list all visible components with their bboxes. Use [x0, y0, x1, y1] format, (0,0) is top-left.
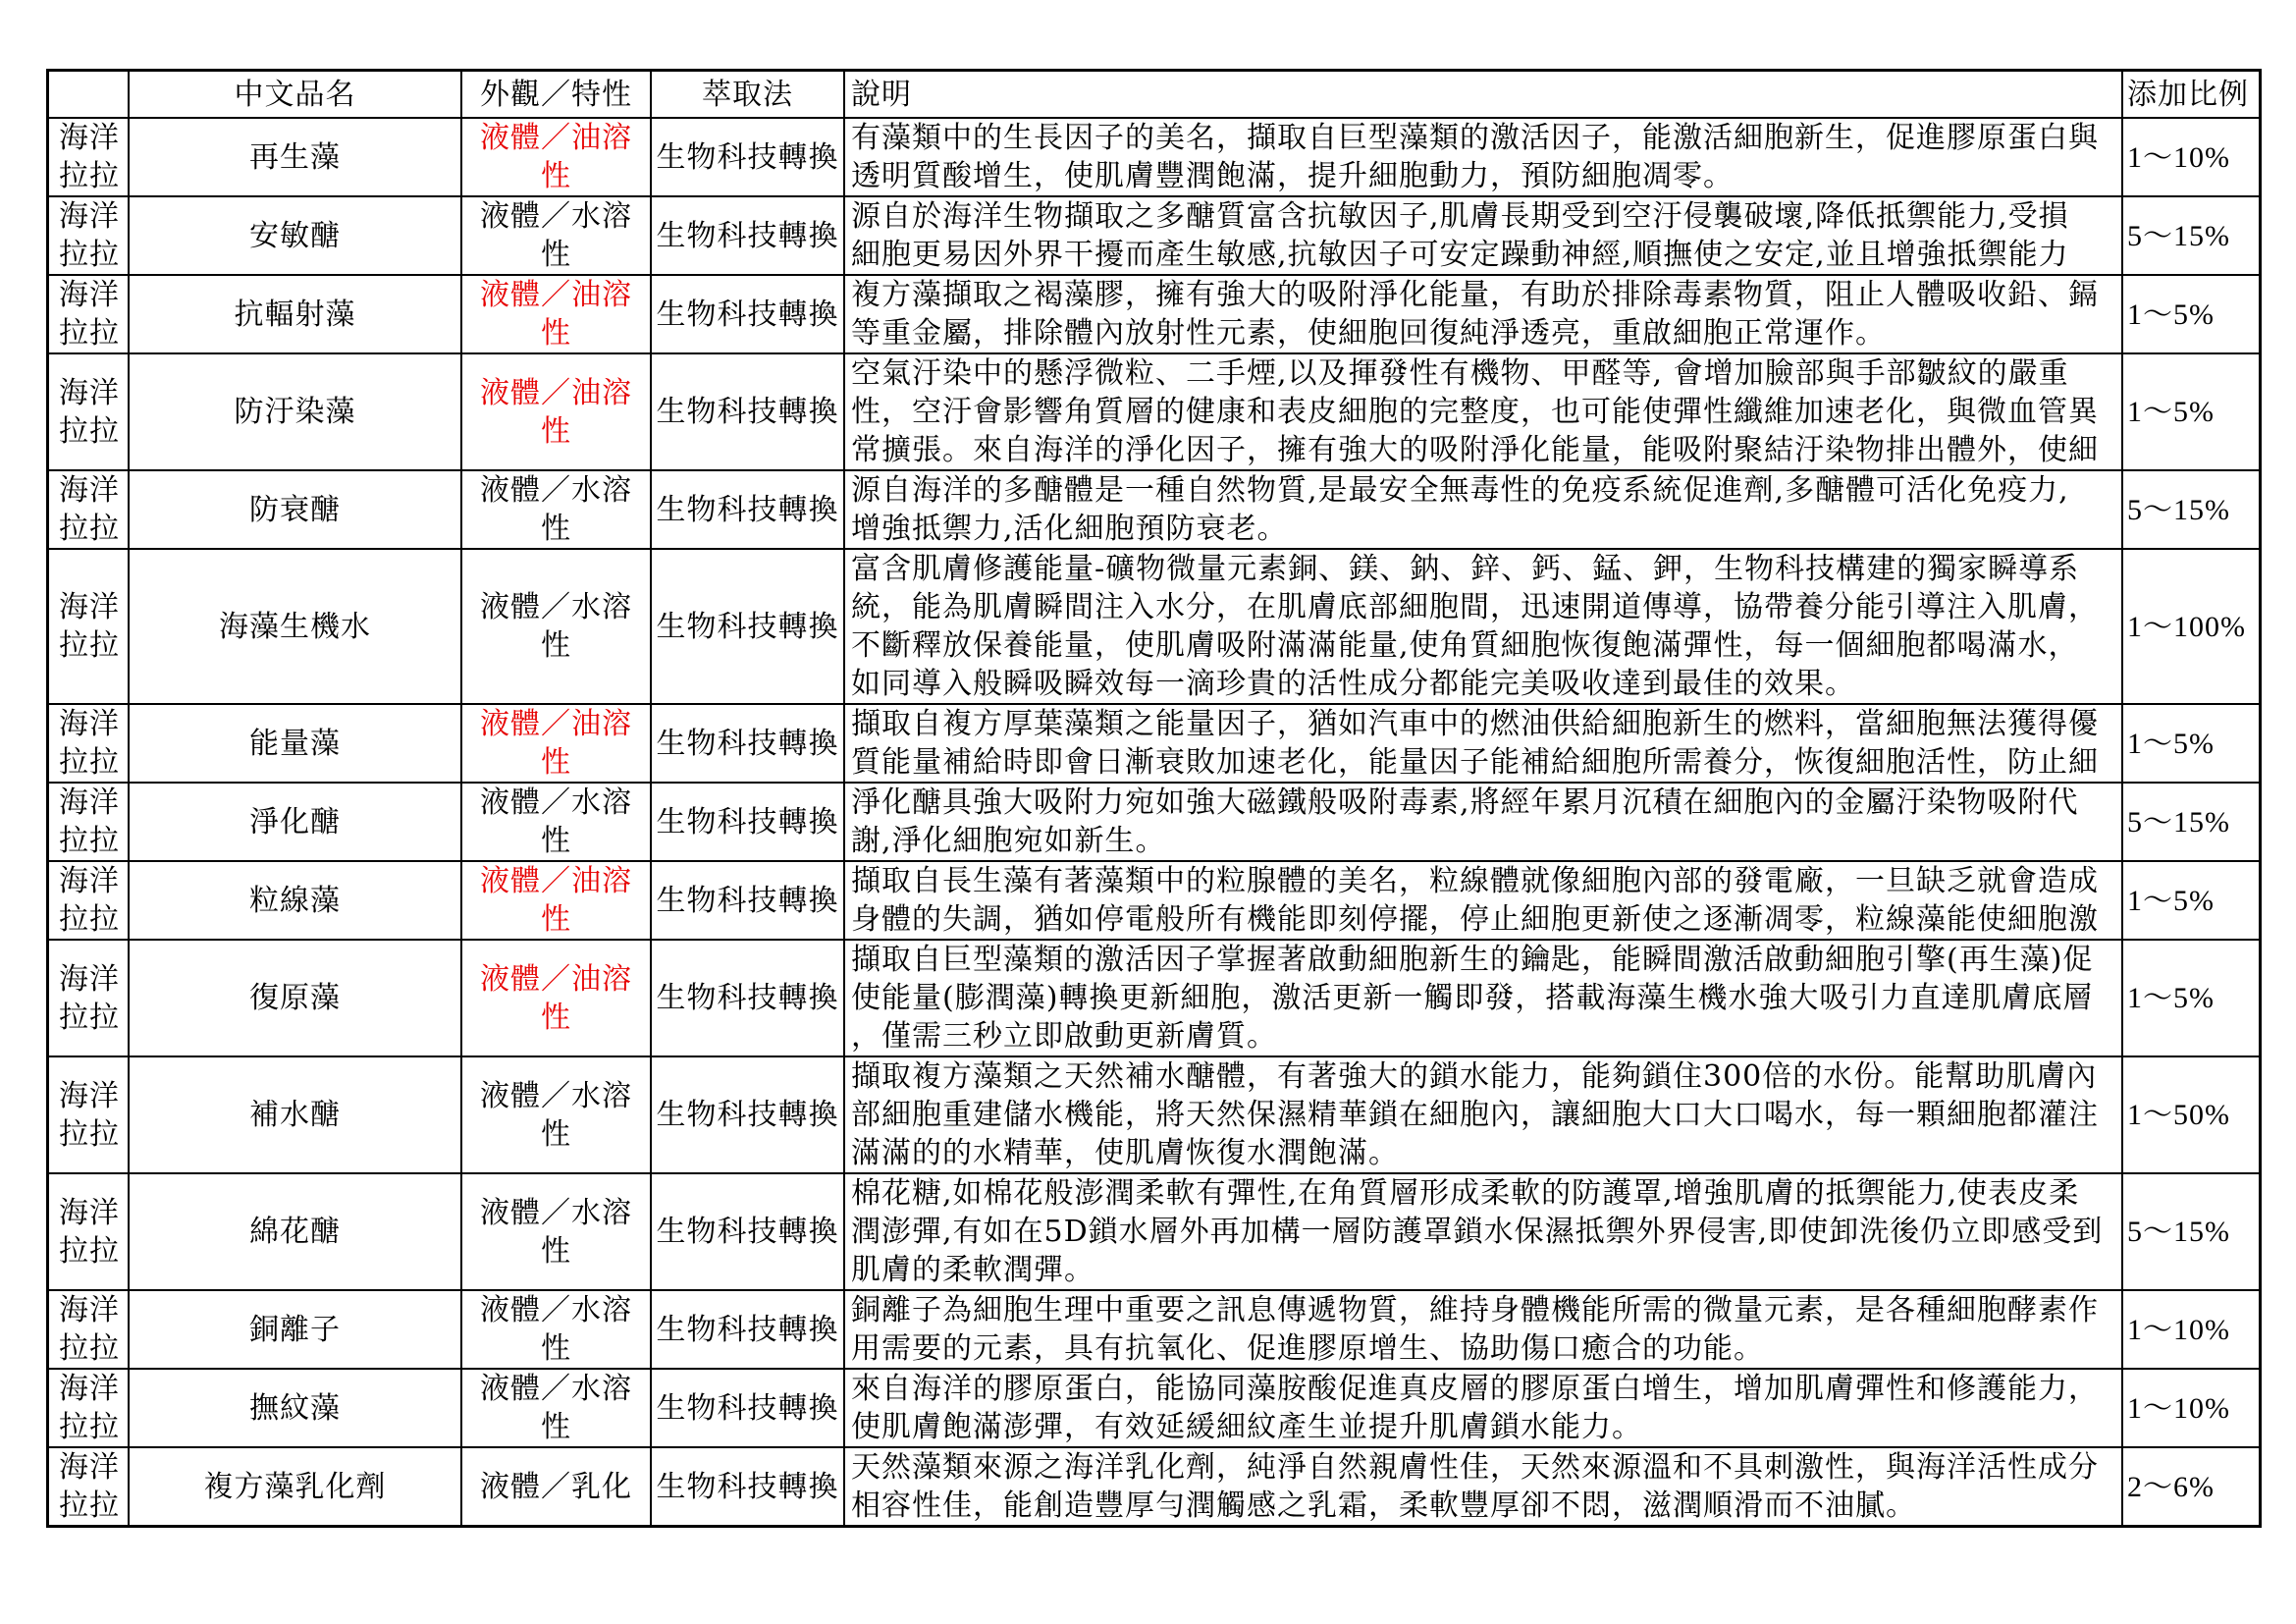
product-name-cell [130, 1174, 460, 1289]
extraction-method: 生物科技轉換 [656, 218, 839, 253]
description-line: 來自海洋的膠原蛋白，能協同藻胺酸促進真皮層的膠原蛋白增生，增加肌膚彈性和修護能力， [851, 1372, 2099, 1406]
brand-label: 海洋拉拉 [59, 1078, 120, 1152]
description-line: 使能量(膨潤藻)轉換更新細胞，激活更新一觸即發，搭載海藻生機水強大吸引力直達肌膚底層 [851, 981, 2094, 1015]
description-line: 棉花糖,如棉花般澎潤柔軟有彈性,在角質層形成柔軟的防護罩,增強肌膚的抵禦能力,使表皮柔 [851, 1176, 2080, 1211]
brand-cell [49, 1291, 128, 1368]
extraction-method-cell [652, 471, 843, 548]
description-text [851, 862, 2121, 939]
product-name-cell [130, 354, 460, 469]
brand-cell [49, 1057, 128, 1172]
description-line: 常擴張。來自海洋的淨化因子，擁有強大的吸附淨化能量，能吸附聚結汙染物排出體外，使細 [851, 433, 2099, 467]
appearance-cell [462, 197, 650, 274]
description-line: 有藻類中的生長因子的美名，擷取自巨型藻類的激活因子，能激活細胞新生，促進膠原蛋白與 [851, 121, 2099, 155]
description-line: 複方藻擷取之褐藻膠，擁有強大的吸附淨化能量，有助於排除毒素物質，阻止人體吸收鉛、鎘 [851, 278, 2099, 312]
product-name-cell [130, 1057, 460, 1172]
appearance-cell [462, 119, 650, 195]
description-line: 相容性佳，能創造豐厚勻潤觸感之乳霜，柔軟豐厚卻不悶，滋潤順滑而不油膩。 [851, 1489, 1916, 1523]
extraction-method: 生物科技轉換 [656, 804, 839, 839]
description-line: 不斷釋放保養能量，使肌膚吸附滿滿能量,使角質細胞恢復飽滿彈性，每一個細胞都喝滿水， [851, 628, 2079, 663]
appearance-label: 液體／水溶性 [480, 590, 632, 663]
extraction-method: 生物科技轉換 [656, 1390, 839, 1426]
description-cell [845, 1174, 2121, 1289]
addition-ratio: 5～15% [2127, 1216, 2230, 1248]
appearance-label: 液體／水溶性 [480, 1293, 632, 1366]
brand-label: 海洋拉拉 [59, 1372, 120, 1444]
extraction-method-cell [652, 1057, 843, 1172]
product-name-cell [130, 471, 460, 548]
extraction-method-cell [652, 550, 843, 703]
product-name: 海藻生機水 [219, 609, 371, 644]
extraction-method: 生物科技轉換 [656, 609, 839, 644]
addition-ratio: 1～5% [2127, 396, 2215, 428]
appearance-cell [462, 354, 650, 469]
brand-label: 海洋拉拉 [59, 785, 120, 858]
description-text [851, 550, 2121, 703]
product-name: 防衰醣 [249, 492, 341, 527]
product-name: 防汙染藻 [234, 395, 356, 429]
product-name: 綿花醣 [249, 1215, 341, 1249]
addition-ratio: 1～5% [2127, 982, 2215, 1014]
ratio-cell [2123, 784, 2259, 860]
product-name: 銅離子 [249, 1312, 341, 1347]
product-name: 再生藻 [249, 139, 341, 175]
description-line: ，僅需三秒立即啟動更新膚質。 [851, 1019, 1277, 1054]
description-line: 源自海洋的多醣體是一種自然物質,是最安全無毒性的免疫系統促進劑,多醣體可活化免疫力, [851, 473, 2069, 508]
description-line: 空氣汙染中的懸浮微粒、二手煙,以及揮發性有機物、甲醛等, 會增加臉部與手部皺紋的嚴重 [851, 356, 2069, 391]
brand-label: 海洋拉拉 [59, 1293, 120, 1366]
product-name-cell [130, 1370, 460, 1446]
description-line: 富含肌膚修護能量-礦物微量元素銅、鎂、鈉、鋅、鈣、錳、鉀，生物科技構建的獨家瞬導系 [851, 552, 2080, 586]
header-label-description: 說明 [851, 77, 912, 112]
description-line: 性，空汙會影響角質層的健康和表皮細胞的完整度，也可能使彈性纖維加速老化，與微血管異 [851, 395, 2099, 429]
addition-ratio: 1～5% [2127, 298, 2215, 331]
appearance-cell [462, 1057, 650, 1172]
brand-label: 海洋拉拉 [59, 961, 120, 1035]
description-cell [845, 1448, 2121, 1525]
description-text [851, 1448, 2121, 1525]
brand-cell [49, 471, 128, 548]
brand-cell [49, 862, 128, 939]
extraction-method: 生物科技轉換 [656, 1469, 839, 1504]
product-name-cell [130, 705, 460, 782]
addition-ratio: 1～5% [2127, 727, 2215, 760]
addition-ratio: 5～15% [2127, 805, 2230, 839]
description-line: 如同導入般瞬吸瞬效每一滴珍貴的活性成分都能完美吸收達到最佳的效果。 [851, 667, 1855, 701]
product-name-cell [130, 550, 460, 703]
brand-label: 海洋拉拉 [59, 707, 120, 780]
addition-ratio: 1～100% [2127, 610, 2246, 643]
addition-ratio: 1～50% [2127, 1099, 2230, 1131]
appearance-cell [462, 941, 650, 1056]
description-cell [845, 862, 2121, 939]
description-line: 質能量補給時即會日漸衰敗加速老化，能量因子能補給細胞所需養分，恢復細胞活性，防止細 [851, 745, 2099, 780]
extraction-method: 生物科技轉換 [656, 726, 839, 761]
header-label-name: 中文品名 [234, 77, 356, 112]
description-line: 統，能為肌膚瞬間注入水分，在肌膚底部細胞間，迅速開道傳導，協帶養分能引導注入肌膚， [851, 590, 2099, 624]
extraction-method-cell [652, 784, 843, 860]
appearance-cell [462, 550, 650, 703]
ratio-cell [2123, 1370, 2259, 1446]
description-line: 謝,淨化細胞宛如新生。 [851, 824, 1166, 858]
brand-cell [49, 1448, 128, 1525]
header-cell-brand [49, 72, 128, 117]
description-text [851, 705, 2121, 782]
appearance-cell [462, 276, 650, 352]
appearance-label: 液體／油溶性 [480, 375, 632, 449]
addition-ratio: 1～10% [2127, 140, 2230, 174]
description-text [851, 1057, 2121, 1172]
brand-label: 海洋拉拉 [59, 864, 120, 937]
appearance-label: 液體／油溶性 [480, 864, 632, 937]
ratio-cell [2123, 197, 2259, 274]
product-name: 安敏醣 [249, 218, 341, 253]
product-name-cell [130, 862, 460, 939]
extraction-method-cell [652, 1291, 843, 1368]
extraction-method: 生物科技轉換 [656, 492, 839, 527]
brand-label: 海洋拉拉 [59, 590, 120, 663]
product-name-cell [130, 1291, 460, 1368]
brand-cell [49, 941, 128, 1056]
brand-cell [49, 119, 128, 195]
ratio-cell [2123, 354, 2259, 469]
description-cell [845, 276, 2121, 352]
appearance-label: 液體／水溶性 [480, 1078, 632, 1152]
description-cell [845, 197, 2121, 274]
product-name-cell [130, 276, 460, 352]
description-text [851, 119, 2121, 195]
description-line: 擷取自長生藻有著藻類中的粒腺體的美名，粒線體就像細胞內部的發電廠，一旦缺乏就會造成 [851, 864, 2099, 898]
description-line: 潤澎彈,有如在5D鎖水層外再加構一層防護罩鎖水保濕抵禦外界侵害,即使卸洗後仍立即感受到 [851, 1215, 2104, 1249]
product-name-cell [130, 784, 460, 860]
header-label-appearance: 外觀／特性 [480, 77, 632, 112]
description-line: 透明質酸增生，使肌膚豐潤飽滿，提升細胞動力，預防細胞凋零。 [851, 159, 1734, 193]
product-name-cell [130, 1448, 460, 1525]
appearance-label: 液體／水溶性 [480, 473, 632, 546]
brand-cell [49, 354, 128, 469]
description-line: 擷取自巨型藻類的激活因子掌握著啟動細胞新生的鑰匙，能瞬間激活啟動細胞引擎(再生藻)促 [851, 943, 2094, 977]
appearance-cell [462, 1174, 650, 1289]
extraction-method-cell [652, 197, 843, 274]
brand-cell [49, 276, 128, 352]
extraction-method-cell [652, 276, 843, 352]
extraction-method: 生物科技轉換 [656, 1098, 839, 1132]
ratio-cell [2123, 1057, 2259, 1172]
description-cell [845, 354, 2121, 469]
description-text [851, 354, 2121, 469]
description-text [851, 1174, 2121, 1289]
appearance-label: 液體／乳化 [480, 1469, 632, 1504]
product-name: 撫紋藻 [249, 1390, 341, 1426]
appearance-cell [462, 862, 650, 939]
extraction-method-cell [652, 941, 843, 1056]
ratio-cell [2123, 1291, 2259, 1368]
brand-cell [49, 784, 128, 860]
extraction-method-cell [652, 119, 843, 195]
header-cell-ratio [2123, 72, 2259, 117]
product-name-cell [130, 197, 460, 274]
addition-ratio: 1～5% [2127, 884, 2215, 917]
extraction-method-cell [652, 1370, 843, 1446]
product-table [46, 69, 2262, 1528]
addition-ratio: 5～15% [2127, 493, 2230, 526]
appearance-label: 液體／水溶性 [480, 785, 632, 858]
brand-label: 海洋拉拉 [59, 375, 120, 449]
header-cell-appearance [462, 72, 650, 117]
description-line: 細胞更易因外界干擾而產生敏感,抗敏因子可安定躁動神經,順撫使之安定,並且增強抵禦能力 [851, 238, 2069, 272]
description-text [851, 276, 2121, 352]
brand-label: 海洋拉拉 [59, 121, 120, 193]
description-line: 淨化醣具強大吸附力宛如強大磁鐵般吸附毒素,將經年累月沉積在細胞內的金屬汙染物吸附代 [851, 785, 2079, 820]
brand-label: 海洋拉拉 [59, 199, 120, 272]
extraction-method: 生物科技轉換 [656, 139, 839, 175]
ratio-cell [2123, 1174, 2259, 1289]
extraction-method: 生物科技轉換 [656, 981, 839, 1015]
ratio-cell [2123, 471, 2259, 548]
description-line: 使肌膚飽滿澎彈，有效延緩細紋產生並提升肌膚鎖水能力。 [851, 1410, 1642, 1444]
brand-cell [49, 1370, 128, 1446]
product-name-cell [130, 941, 460, 1056]
extraction-method: 生物科技轉換 [656, 883, 839, 918]
description-text [851, 197, 2121, 274]
ratio-cell [2123, 276, 2259, 352]
ratio-cell [2123, 1448, 2259, 1525]
extraction-method-cell [652, 862, 843, 939]
header-label-ratio: 添加比例 [2127, 78, 2249, 111]
ratio-cell [2123, 550, 2259, 703]
description-text [851, 784, 2121, 860]
brand-label: 海洋拉拉 [59, 1195, 120, 1269]
appearance-label: 液體／油溶性 [480, 707, 632, 780]
brand-cell [49, 1174, 128, 1289]
brand-cell [49, 550, 128, 703]
appearance-cell [462, 1370, 650, 1446]
description-text [851, 941, 2121, 1056]
appearance-label: 液體／油溶性 [480, 121, 632, 193]
appearance-label: 液體／水溶性 [480, 1195, 632, 1269]
brand-label: 海洋拉拉 [59, 473, 120, 546]
appearance-cell [462, 471, 650, 548]
product-name: 淨化醣 [249, 804, 341, 839]
extraction-method-cell [652, 1174, 843, 1289]
description-line: 身體的失調，猶如停電般所有機能即刻停擺，停止細胞更新使之逐漸凋零，粒線藻能使細胞激 [851, 902, 2099, 937]
appearance-cell [462, 1291, 650, 1368]
description-line: 銅離子為細胞生理中重要之訊息傳遞物質，維持身體機能所需的微量元素，是各種細胞酵素作 [851, 1293, 2099, 1327]
description-line: 滿滿的的水精華，使肌膚恢復水潤飽滿。 [851, 1136, 1399, 1170]
addition-ratio: 1～10% [2127, 1313, 2230, 1346]
appearance-cell [462, 705, 650, 782]
description-cell [845, 1057, 2121, 1172]
description-cell [845, 119, 2121, 195]
description-line: 增強抵禦力,活化細胞預防衰老。 [851, 512, 1288, 546]
extraction-method-cell [652, 705, 843, 782]
brand-cell [49, 197, 128, 274]
brand-label: 海洋拉拉 [59, 1450, 120, 1523]
brand-cell [49, 705, 128, 782]
description-line: 等重金屬，排除體內放射性元素，使細胞回復純淨透亮，重啟細胞正常運作。 [851, 316, 1886, 351]
extraction-method-cell [652, 1448, 843, 1525]
extraction-method: 生物科技轉換 [656, 1215, 839, 1249]
description-text [851, 471, 2121, 548]
description-cell [845, 1370, 2121, 1446]
product-name: 復原藻 [249, 981, 341, 1015]
product-name: 抗輻射藻 [234, 297, 356, 332]
product-name: 能量藻 [249, 726, 341, 761]
description-line: 用需要的元素，具有抗氧化、促進膠原增生、協助傷口癒合的功能。 [851, 1331, 1764, 1366]
description-cell [845, 784, 2121, 860]
product-name: 粒線藻 [249, 883, 341, 918]
description-cell [845, 1291, 2121, 1368]
extraction-method-cell [652, 354, 843, 469]
description-cell [845, 705, 2121, 782]
ratio-cell [2123, 705, 2259, 782]
description-cell [845, 471, 2121, 548]
ratio-cell [2123, 119, 2259, 195]
header-label-method: 萃取法 [702, 77, 793, 112]
extraction-method: 生物科技轉換 [656, 395, 839, 429]
description-line: 擷取自複方厚葉藻類之能量因子，猶如汽車中的燃油供給細胞新生的燃料，當細胞無法獲得優 [851, 707, 2099, 741]
description-line: 部細胞重建儲水機能，將天然保濕精華鎖在細胞內，讓細胞大口大口喝水，每一顆細胞都灌注 [851, 1098, 2099, 1132]
description-cell [845, 941, 2121, 1056]
description-line: 天然藻類來源之海洋乳化劑，純淨自然親膚性佳，天然來源溫和不具刺激性，與海洋活性成分 [851, 1450, 2099, 1485]
appearance-cell [462, 784, 650, 860]
description-text [851, 1291, 2121, 1368]
description-line: 肌膚的柔軟潤彈。 [851, 1253, 1095, 1287]
addition-ratio: 5～15% [2127, 219, 2230, 252]
header-cell-name [130, 72, 460, 117]
extraction-method: 生物科技轉換 [656, 297, 839, 332]
extraction-method: 生物科技轉換 [656, 1312, 839, 1347]
ratio-cell [2123, 862, 2259, 939]
product-name: 補水醣 [249, 1098, 341, 1132]
appearance-label: 液體／油溶性 [480, 961, 632, 1035]
header-cell-method [652, 72, 843, 117]
product-name-cell [130, 119, 460, 195]
addition-ratio: 1～10% [2127, 1391, 2230, 1425]
description-line: 擷取複方藻類之天然補水醣體，有著強大的鎖水能力，能夠鎖住300倍的水份。能幫助肌膚內 [851, 1059, 2098, 1094]
description-text [851, 1370, 2121, 1446]
product-name: 複方藻乳化劑 [203, 1469, 387, 1504]
appearance-label: 液體／油溶性 [480, 278, 632, 351]
description-cell [845, 550, 2121, 703]
header-cell-description [845, 72, 2121, 117]
appearance-cell [462, 1448, 650, 1525]
ratio-cell [2123, 941, 2259, 1056]
addition-ratio: 2～6% [2127, 1470, 2215, 1503]
brand-label: 海洋拉拉 [59, 278, 120, 351]
appearance-label: 液體／水溶性 [480, 1372, 632, 1444]
description-line: 源自於海洋生物擷取之多醣質富含抗敏因子,肌膚長期受到空汙侵襲破壞,降低抵禦能力,受損 [851, 199, 2069, 234]
appearance-label: 液體／水溶性 [480, 199, 632, 272]
